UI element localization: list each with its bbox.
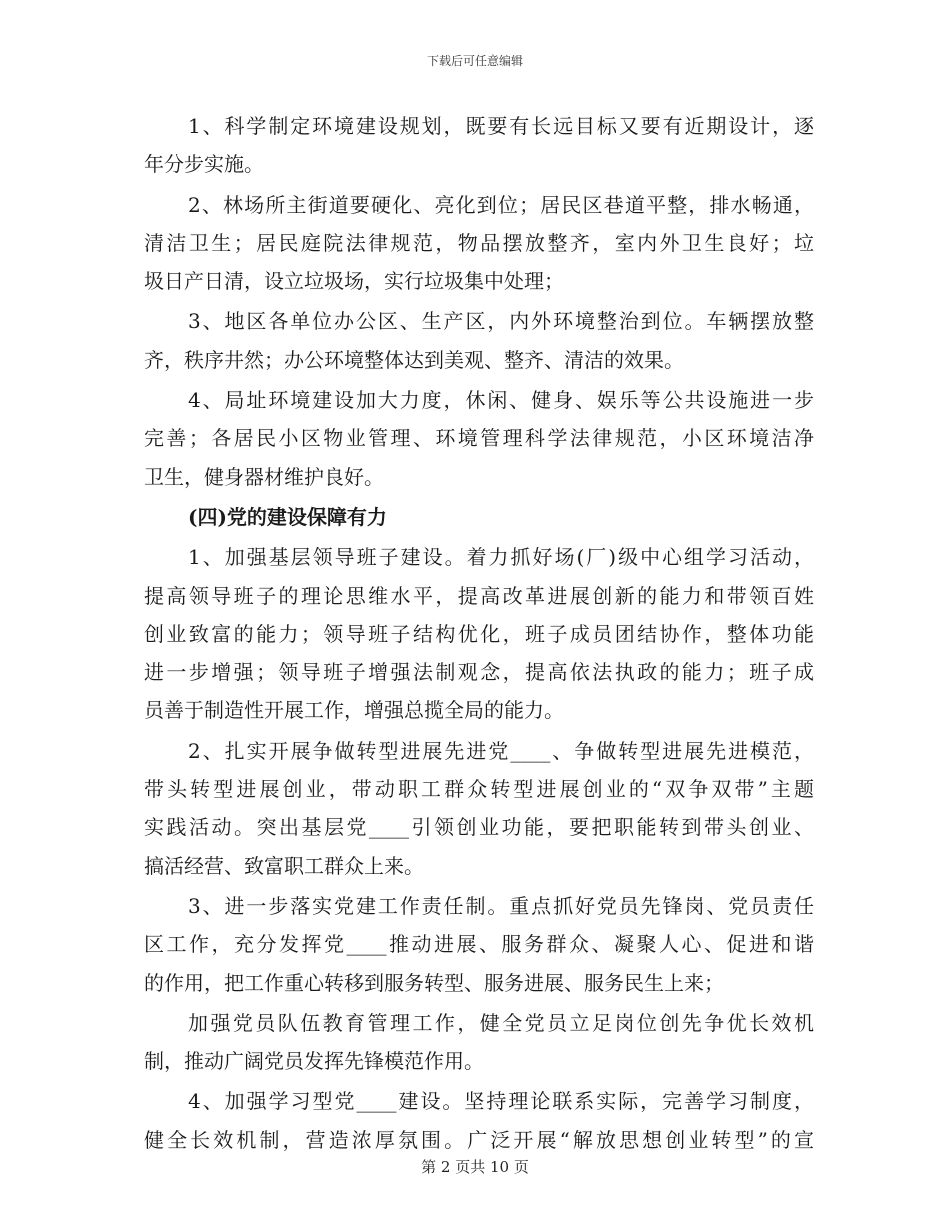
text-line: 卫生，健身器材维护良好。 [144,464,384,489]
paragraph [144,186,814,301]
text-line: 的作用，把工作重心转移到服务转型、服务进展、服务民生上来； [144,970,724,995]
text-line: 制，推动广阔党员发挥先锋模范作用。 [144,1049,484,1074]
text-line: 2、扎实开展争做转型进展先进党____、争做转型进展先进模范， [188,738,814,763]
text-line: 创业致富的能力；领导班子结构优化，班子成员团结协作，整体功能 [144,621,814,646]
text-line: 健全长效机制，营造浓厚氛围。广泛开展“解放思想创业转型”的宣 [144,1127,814,1152]
paragraph [144,302,814,379]
text-line: 区工作，充分发挥党____推动进展、服务群众、凝聚人心、促进和谐 [144,932,814,957]
text-line: 2、林场所主街道要硬化、亮化到位；居民区巷道平整，排水畅通， [188,192,814,217]
page-header: 下载后可任意编辑 [426,54,523,68]
text-line: 提高领导班子的理论思维水平，提高改革进展创新的能力和带领百姓 [144,583,814,608]
text-line: 4、加强学习型党____建设。坚持理论联系实际，完善学习制度， [188,1089,814,1114]
paragraph [144,1082,814,1159]
text-line: 3、地区各单位办公区、生产区，内外环境整治到位。车辆摆放整 [188,309,814,334]
paragraph [144,381,814,496]
text-line: 齐，秩序井然；办公环境整体达到美观、整齐、清洁的效果。 [144,347,684,372]
text-line: 1、加强基层领导班子建设。着力抓好场(厂)级中心组学习活动， [188,545,814,570]
text-line: 加强党员队伍教育管理工作，健全党员立足岗位创先争优长效机 [188,1010,814,1035]
section-heading [144,498,814,536]
text-line: 4、局址环境建设加大力度，休闲、健身、娱乐等公共设施进一步 [188,388,814,413]
text-line: 带头转型进展创业，带动职工群众转型进展创业的“双争双带”主题 [144,777,814,802]
document-body [144,107,814,1161]
paragraph [144,538,814,729]
text-line: 搞活经营、致富职工群众上来。 [144,853,424,878]
text-line: 实践活动。突出基层党____引领创业功能，要把职能转到带头创业、 [144,815,814,840]
text-line: (四)党的建设保障有力 [188,504,387,529]
text-line: 完善；各居民小区物业管理、环境管理科学法律规范，小区环境洁净 [144,426,814,451]
page-footer: 第 2 页共 10 页 [421,1158,529,1176]
text-line: 圾日产日清，设立垃圾场，实行垃圾集中处理； [144,269,564,294]
text-line: 3、进一步落实党建工作责任制。重点抓好党员先锋岗、党员责任 [188,893,814,918]
paragraph [144,1004,814,1081]
paragraph [144,107,814,184]
paragraph [144,732,814,885]
text-line: 1、科学制定环境建设规划，既要有长远目标又要有近期设计，逐 [188,114,814,138]
paragraph [144,887,814,1002]
text-line: 进一步增强；领导班子增强法制观念，提高依法执政的能力；班子成 [144,660,814,685]
text-line: 清洁卫生；居民庭院法律规范，物品摆放整齐，室内外卫生良好；垃 [144,230,814,255]
text-line: 年分步实施。 [144,152,264,177]
text-line: 员善于制造性开展工作，增强总揽全局的能力。 [144,698,564,723]
